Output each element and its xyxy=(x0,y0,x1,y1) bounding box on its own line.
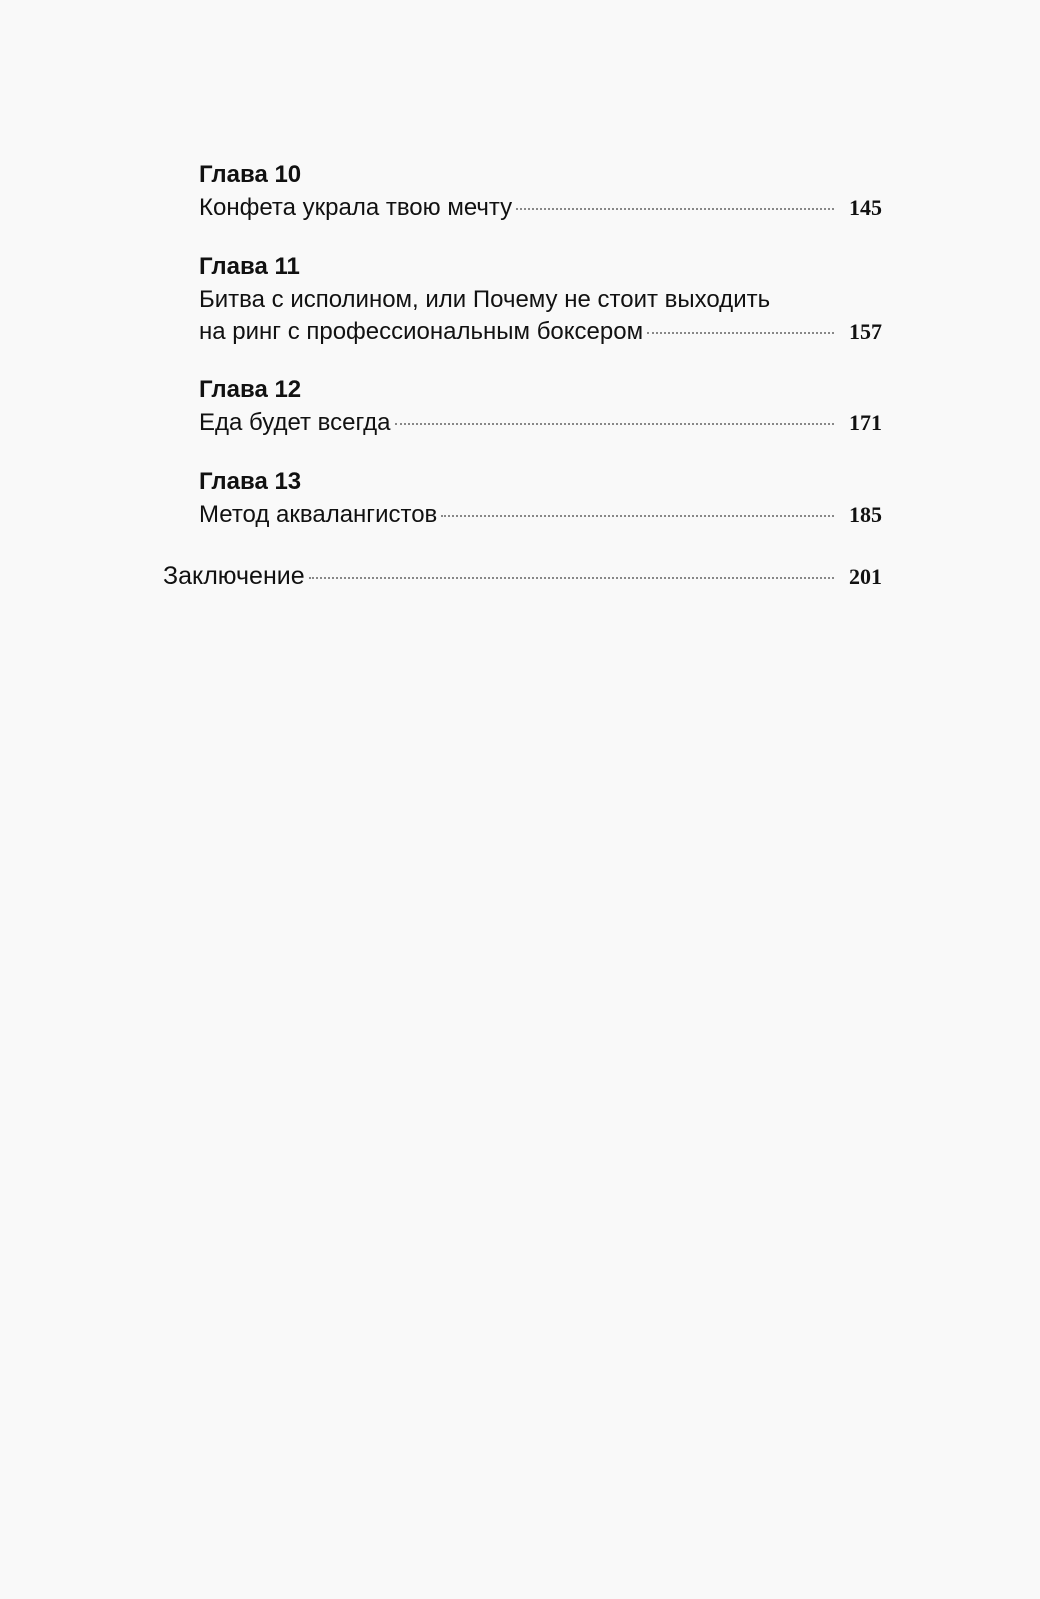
chapter-heading: Глава 10 xyxy=(199,161,302,188)
toc-entry-conclusion[interactable] xyxy=(163,561,882,592)
chapter-heading: Глава 12 xyxy=(199,376,302,403)
dot-leader xyxy=(395,423,834,425)
page-number: 157 xyxy=(849,319,882,344)
dot-leader xyxy=(441,515,834,517)
toc-entry[interactable] xyxy=(199,317,882,347)
chapter-title: Еда будет всегда xyxy=(199,409,391,436)
page-number: 145 xyxy=(849,195,882,220)
chapter-title: Конфета украла твою мечту xyxy=(199,194,513,221)
dot-leader xyxy=(647,332,834,334)
dot-leader xyxy=(309,577,834,579)
toc-entry[interactable] xyxy=(199,500,882,530)
page-number: 185 xyxy=(849,502,882,527)
chapter-title: на ринг с профессиональным боксером xyxy=(199,318,644,345)
page-number: 171 xyxy=(849,410,882,435)
chapter-title: Метод аквалангистов xyxy=(199,501,438,528)
page-number: 201 xyxy=(849,564,882,589)
dot-leader xyxy=(516,208,834,210)
chapter-heading: Глава 11 xyxy=(199,253,300,280)
toc-entry[interactable] xyxy=(199,408,882,438)
conclusion-title: Заключение xyxy=(163,562,305,590)
chapter-heading: Глава 13 xyxy=(199,468,302,495)
chapter-title-line: Битва с исполином, или Почему не стоит выходить xyxy=(199,286,771,313)
toc-entry[interactable] xyxy=(199,193,882,223)
